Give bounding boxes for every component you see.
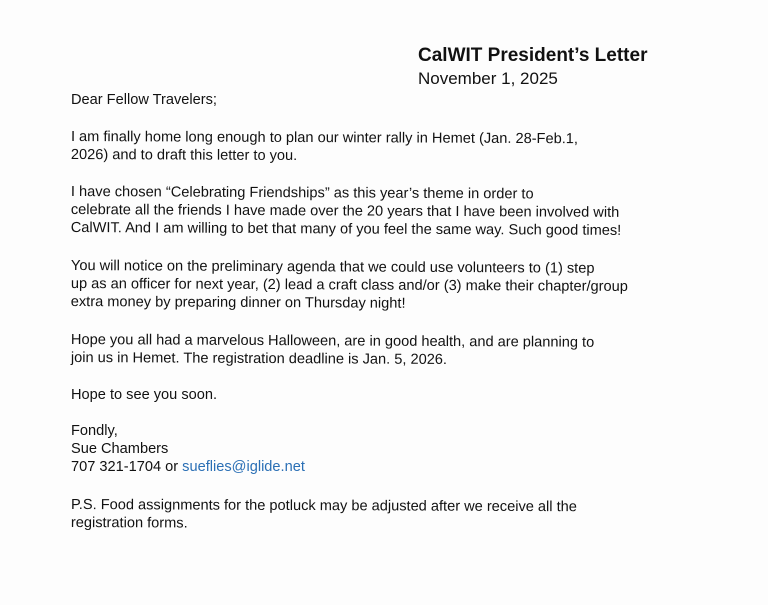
signer-name: Sue Chambers <box>71 441 169 457</box>
postscript <box>71 496 731 535</box>
paragraph-volunteers <box>71 257 731 314</box>
paragraph-line: You will notice on the preliminary agenda that we could use volunteers to (1) step <box>70 258 595 277</box>
email-link[interactable]: sueflies@iglide.net <box>182 459 305 475</box>
paragraph-line: 2026) and to draft this letter to you. <box>70 146 298 164</box>
letter-date: November 1, 2025 <box>418 69 558 88</box>
signoff-block <box>71 422 731 476</box>
paragraph-line: up as an officer for next year, (2) lead a craft class and/or (3) make their chapter/group <box>70 275 628 295</box>
paragraph-rally-plan <box>71 128 731 167</box>
paragraph-line: join us in Hemet. The registration deadline is Jan. 5, 2026. <box>70 349 448 368</box>
salutation-text: Dear Fellow Travelers; <box>71 92 217 108</box>
paragraph-line: registration forms. <box>70 514 188 532</box>
paragraph-line: I have chosen “Celebrating Friendships” as this year’s theme in order to <box>70 183 534 203</box>
paragraph-line: I am finally home long enough to plan our winter rally in Hemet (Jan. 28-Feb.1, <box>70 128 578 148</box>
letter-header <box>418 44 748 90</box>
paragraph-line: Hope to see you soon. <box>71 387 218 403</box>
paragraph-line: Hope you all had a marvelous Halloween, are in good health, and are planning to <box>70 332 595 351</box>
phone-number: 707 321-1704 or <box>71 459 183 475</box>
paragraph-theme <box>71 183 731 240</box>
closing: Fondly, <box>71 423 118 439</box>
paragraph-line: CalWIT. And I am willing to bet that many of you feel the same way. Such good times! <box>70 219 622 239</box>
paragraph-line: extra money by preparing dinner on Thursday night! <box>70 293 406 312</box>
contact-line <box>71 458 731 476</box>
letter-title: CalWIT President’s Letter <box>418 45 648 66</box>
salutation <box>71 91 731 109</box>
paragraph-line: celebrate all the friends I have made over the 20 years that I have been involved with <box>70 201 620 221</box>
paragraph-halloween <box>71 331 731 370</box>
paragraph-line: P.S. Food assignments for the potluck may be adjusted after we receive all the <box>70 497 577 516</box>
paragraph-see-you <box>71 386 731 404</box>
